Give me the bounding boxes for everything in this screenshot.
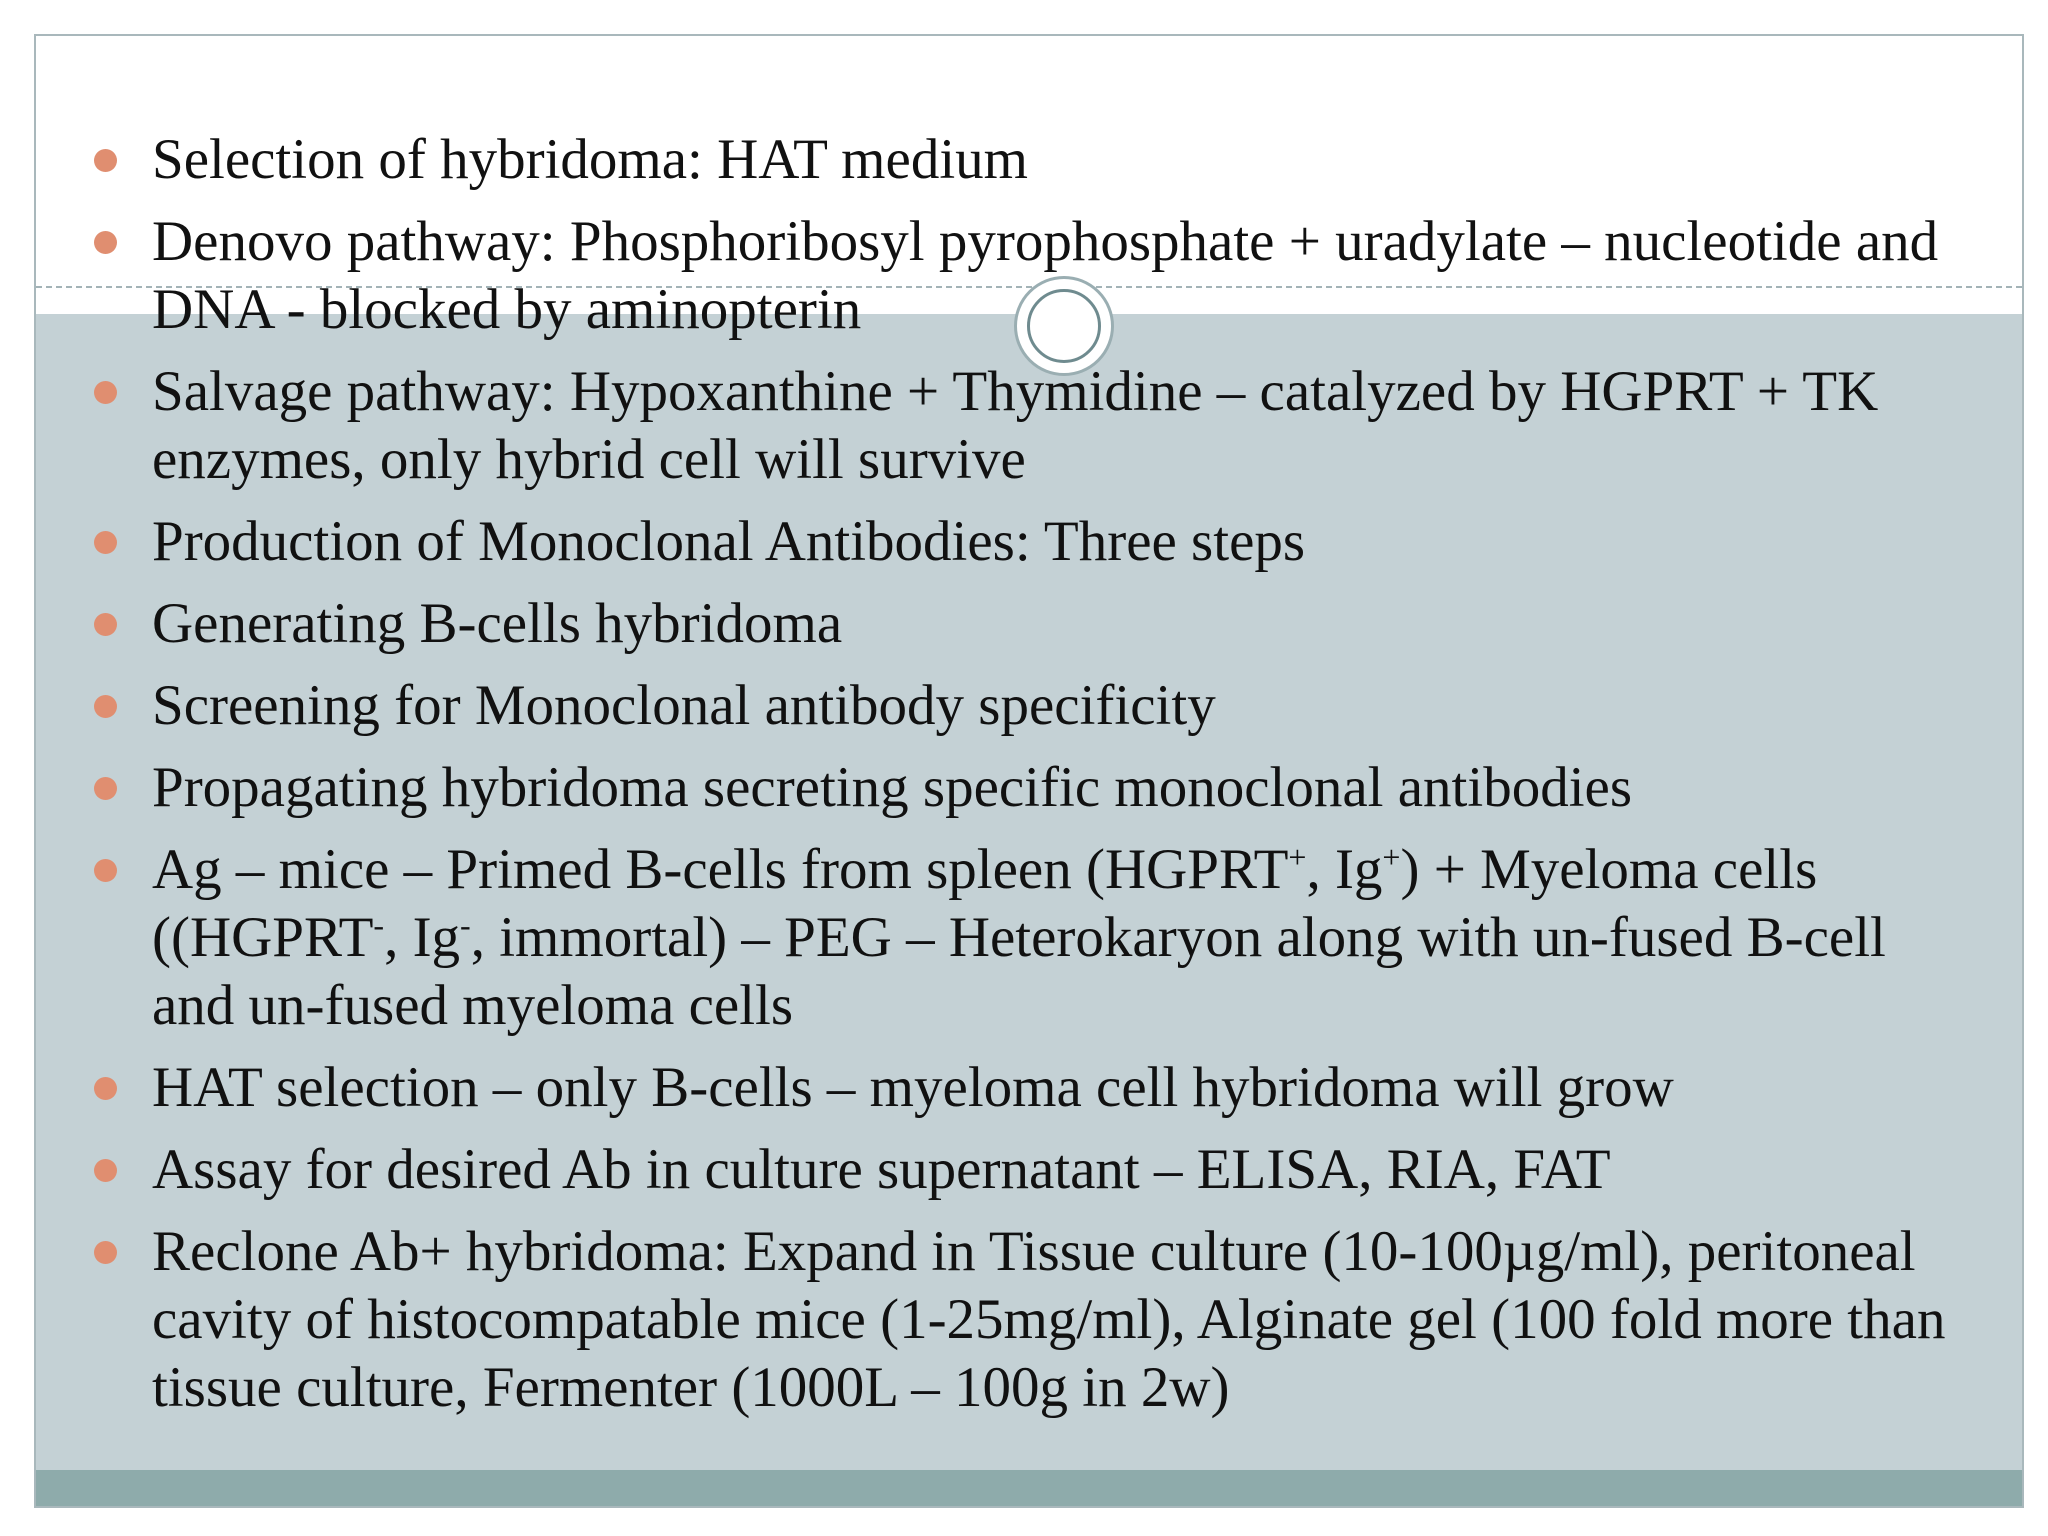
bullet-text: Reclone Ab+ hybridoma: Expand in Tissue culture (10-100µg/ml), peritoneal cavity of histocompatable mice (1-25mg/ml), Alginate gel (100 fold more than tissue culture, Fermenter (1000L – 100g in 2w) (152, 1220, 1946, 1419)
superscript-plus: + (1288, 839, 1307, 875)
bullet-dot-icon (94, 1159, 117, 1182)
bullet-text-part: ) + Myeloma cells ((HGPRT (152, 838, 1818, 969)
superscript-minus: - (460, 907, 471, 943)
bullet-text-part: Ag – mice – Primed B-cells from spleen (HGPRT (152, 838, 1289, 901)
bullet-item-propagating (36, 754, 2024, 822)
bullet-dot-icon (94, 859, 117, 882)
bullet-text: Assay for desired Ab in culture supernatant – ELISA, RIA, FAT (152, 1138, 1611, 1201)
bullet-dot-icon (94, 695, 117, 718)
superscript-minus: - (373, 907, 385, 943)
bullet-text: Salvage pathway: Hypoxanthine + Thymidine – catalyzed by HGPRT + TK enzymes, only hybrid cell will survive (152, 360, 1879, 491)
bullet-item-production-steps (36, 508, 2024, 576)
bullet-item-reclone (36, 1218, 2024, 1422)
bullet-text: Screening for Monoclonal antibody specificity (152, 674, 1216, 737)
bullet-list (36, 126, 2024, 1436)
bullet-dot-icon (94, 1241, 117, 1264)
slide-footer-band (36, 1470, 2022, 1508)
bullet-dot-icon (94, 531, 117, 554)
bullet-item-ag-mice-fusion (36, 836, 2024, 1040)
bullet-text: Propagating hybridoma secreting specific monoclonal antibodies (152, 756, 1633, 819)
bullet-text: Denovo pathway: Phosphoribosyl pyrophosphate + uradylate – nucleotide and DNA - blocked by aminopterin (152, 210, 1939, 341)
bullet-dot-icon (94, 777, 117, 800)
bullet-dot-icon (94, 1077, 117, 1100)
bullet-text: HAT selection – only B-cells – myeloma cell hybridoma will grow (152, 1056, 1674, 1119)
bullet-item-screening (36, 672, 2024, 740)
bullet-text-part: , immortal) – PEG – Heterokaryon along with un-fused B-cell and un-fused myeloma cells (152, 906, 1886, 1037)
bullet-item-hat-medium (36, 126, 2024, 194)
bullet-text: Production of Monoclonal Antibodies: Three steps (152, 510, 1306, 573)
bullet-item-salvage-pathway (36, 358, 2024, 494)
bullet-dot-icon (94, 149, 117, 172)
bullet-text: Selection of hybridoma: HAT medium (152, 128, 1028, 191)
bullet-dot-icon (94, 231, 117, 254)
bullet-dot-icon (94, 381, 117, 404)
bullet-text-part: , Ig (1306, 838, 1383, 901)
bullet-item-denovo-pathway (36, 208, 2024, 344)
bullet-item-assay (36, 1136, 2024, 1204)
bullet-item-generating-hybridoma (36, 590, 2024, 658)
bullet-text-part: , Ig (384, 906, 461, 969)
slide-frame (34, 34, 2024, 1508)
bullet-text (152, 838, 1886, 1037)
bullet-text: Generating B-cells hybridoma (152, 592, 843, 655)
bullet-dot-icon (94, 613, 117, 636)
superscript-plus: + (1382, 839, 1401, 875)
bullet-item-hat-selection (36, 1054, 2024, 1122)
